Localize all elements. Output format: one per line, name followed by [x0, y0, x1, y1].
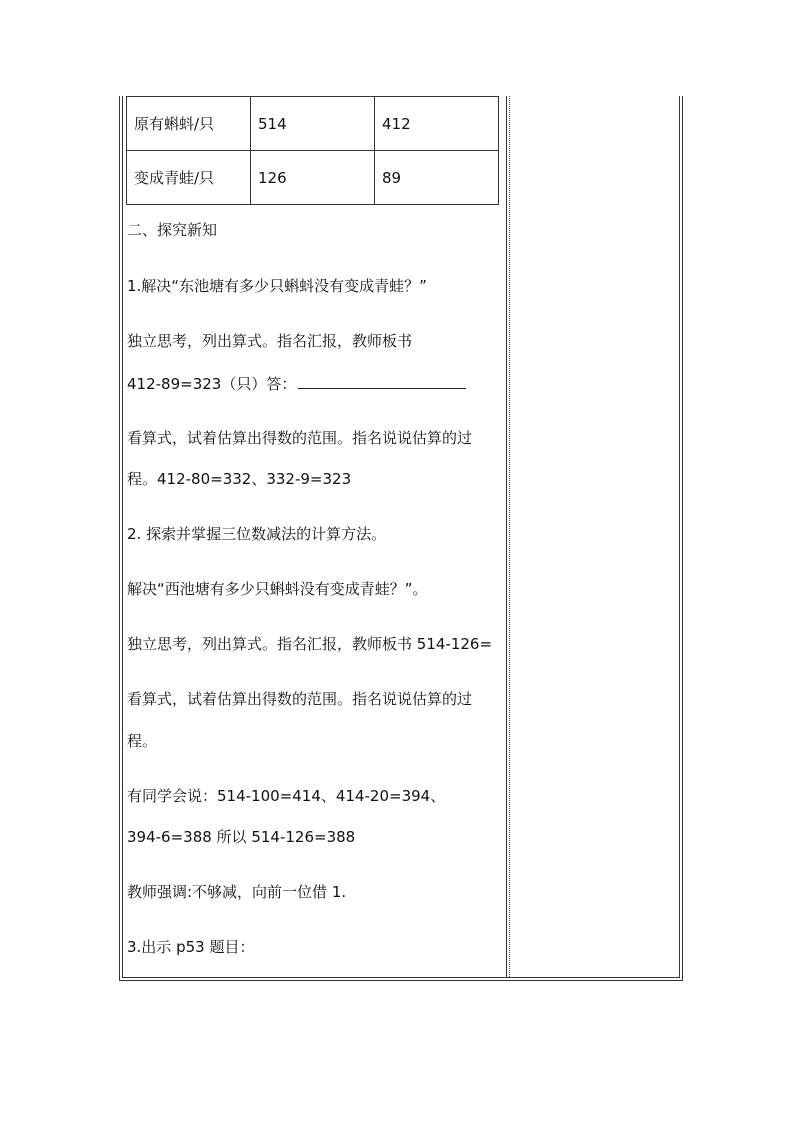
item2-student-b: 394-6=388 所以 514-126=388: [127, 828, 356, 846]
lesson-table-column-divider: [506, 96, 510, 977]
table-cell: 126: [251, 151, 375, 205]
teacher-note: 教师强调:不够减，向前一位借 1.: [127, 883, 347, 901]
item1-estimate-a: 看算式，试着估算出得数的范围。指名说说估算的过: [127, 429, 473, 447]
table-cell: 89: [375, 151, 499, 205]
item1-equation: 412-89=323（只）答：: [127, 375, 297, 393]
item2-student-a: 有同学会说：514-100=414、414-20=394、: [127, 787, 446, 805]
item2-question: 解决“西池塘有多少只蝌蚪没有变成青蛙？”。: [127, 580, 428, 598]
item2-title: 2. 探索并掌握三位数减法的计算方法。: [127, 525, 387, 543]
item3-title: 3.出示 p53 题目：: [127, 938, 255, 956]
tadpole-data-table: [126, 96, 499, 205]
item2-estimate-b: 程。: [127, 732, 158, 750]
table-row: [127, 97, 499, 151]
table-cell: 原有蝌蚪/只: [127, 97, 251, 151]
item2-step: 独立思考，列出算式。指名汇报，教师板书 514-126=: [127, 635, 493, 653]
item1-estimate-b: 程。412-80=332、332-9=323: [127, 470, 352, 488]
item1-title: 1.解决“东池塘有多少只蝌蚪没有变成青蛙？”: [127, 277, 427, 295]
table-cell: 514: [251, 97, 375, 151]
table-cell: 变成青蛙/只: [127, 151, 251, 205]
answer-blank: [298, 373, 466, 389]
table-row: [127, 151, 499, 205]
table-cell: 412: [375, 97, 499, 151]
item1-equation-line: [127, 373, 466, 394]
item1-step: 独立思考，列出算式。指名汇报，教师板书: [127, 332, 413, 350]
section-heading: 二、探究新知: [127, 221, 218, 239]
item2-estimate-a: 看算式，试着估算出得数的范围。指名说说估算的过: [127, 690, 473, 708]
